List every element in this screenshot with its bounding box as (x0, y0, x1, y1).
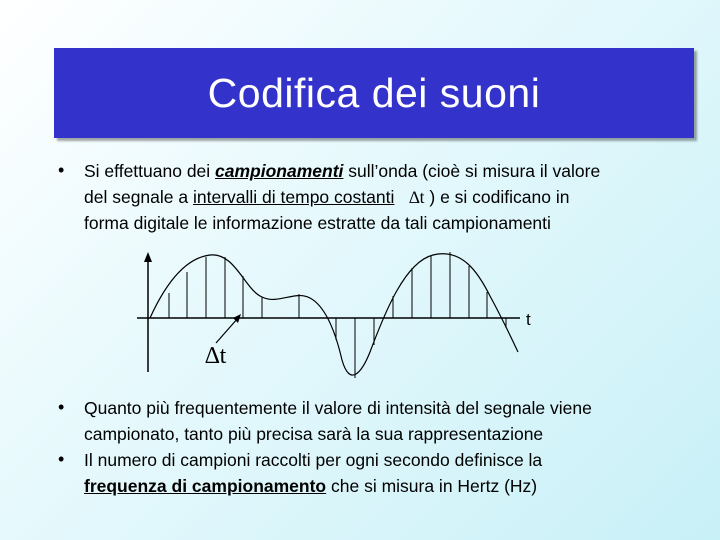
bullet-3-line-2 (84, 473, 704, 499)
bullet-3-text (84, 447, 704, 499)
bullet-3-line-1: Il numero di campioni raccolti per ogni secondo definisce la (84, 450, 543, 470)
bullet-2-text (84, 395, 704, 447)
delta-t-inline-symbol: ∆t (408, 187, 425, 207)
bullet-2-line-2: campionato, tanto più precisa sarà la sua rappresentazione (84, 424, 544, 444)
bullet-1-line-2b: ) e si codificano in (424, 187, 570, 207)
slide-title: Codifica dei suoni (207, 69, 541, 116)
bullet-3-line-2b: che si misura in Hertz (Hz) (326, 476, 538, 496)
bullet-2-line-1: Quanto più frequentemente il valore di intensità del segnale viene (84, 398, 592, 418)
bullet-1-underlined: intervalli di tempo costanti (192, 187, 395, 207)
bullet-1-emphasis: campionamenti (215, 161, 344, 181)
bullet-3-underlined: frequenza di campionamento (84, 476, 327, 496)
delta-t-label: ∆t (205, 343, 227, 369)
y-axis-arrow (144, 252, 152, 262)
bullet-2-marker: • (58, 397, 65, 417)
bullet-3-marker: • (58, 449, 65, 469)
bullet-1-marker: • (58, 160, 65, 180)
axis-label-t: t (526, 310, 531, 329)
bullet-1-line-1a: Si effettuano dei (84, 161, 216, 181)
bullet-1-line-1b: sull’onda (cioè si misura il valore (343, 161, 601, 181)
bullet-1-line-2a: del segnale a (84, 187, 193, 207)
bullet-1-line-3: forma digitale le informazione estratte da tali campionamenti (84, 213, 551, 233)
delta-t-pointer (216, 318, 238, 343)
